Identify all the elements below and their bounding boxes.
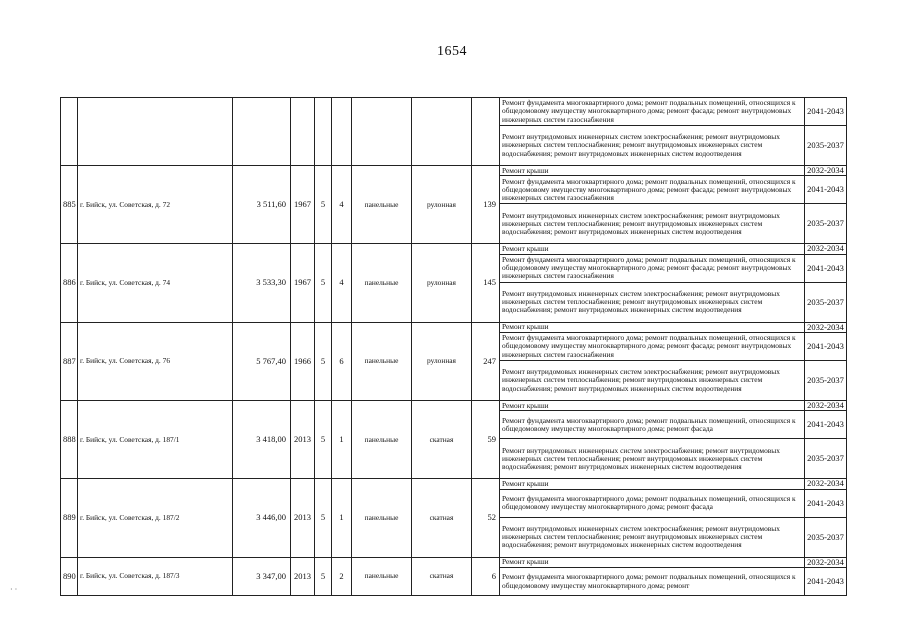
- work-description: Ремонт фундамента многоквартирного дома; ремонт подвальных помещений, относящихся к общедомовому имуществу многоквартирного дома; ремонт фасада; ремонт внутридомовых инженерных систем газоснабжения: [500, 254, 805, 282]
- work-description: Ремонт крыши: [500, 557, 805, 567]
- resident-count: 145: [472, 244, 500, 322]
- work-description: Ремонт крыши: [500, 244, 805, 254]
- work-period: 2035-2037: [805, 282, 847, 322]
- work-period: 2032-2034: [805, 244, 847, 254]
- work-period: 2032-2034: [805, 557, 847, 567]
- house-address: г. Бийск, ул. Советская, д. 187/2: [78, 479, 233, 557]
- work-description: Ремонт внутридомовых инженерных систем электроснабжения; ремонт внутридомовых инженерных систем теплоснабжения; ремонт внутридомовых инженерных систем водоснабжения; ремонт внутридомовых инженерных систем водоотведения: [500, 282, 805, 322]
- work-period: 2035-2037: [805, 361, 847, 401]
- empty-cell: [78, 98, 233, 166]
- work-period: 2032-2034: [805, 322, 847, 332]
- work-description: Ремонт крыши: [500, 166, 805, 176]
- row-number: 886: [61, 244, 78, 322]
- total-area: 3 418,00: [233, 401, 291, 479]
- work-description: Ремонт внутридомовых инженерных систем электроснабжения; ремонт внутридомовых инженерных систем теплоснабжения; ремонт внутридомовых инженерных систем водоснабжения; ремонт внутридомовых инженерных систем водоотведения: [500, 439, 805, 479]
- total-area: 3 446,00: [233, 479, 291, 557]
- entrance-count: 1: [332, 401, 352, 479]
- table-row: [61, 322, 847, 332]
- work-description: Ремонт крыши: [500, 322, 805, 332]
- wall-material: панельные: [352, 557, 412, 595]
- work-period: 2032-2034: [805, 479, 847, 489]
- wall-material: панельные: [352, 166, 412, 244]
- row-number: 889: [61, 479, 78, 557]
- work-description: Ремонт фундамента многоквартирного дома; ремонт подвальных помещений, относящихся к общедомовому имуществу многоквартирного дома; ремонт фасада; ремонт внутридомовых инженерных систем газоснабжения: [500, 176, 805, 204]
- work-description: Ремонт внутридомовых инженерных систем электроснабжения; ремонт внутридомовых инженерных систем теплоснабжения; ремонт внутридомовых инженерных систем водоснабжения; ремонт внутридомовых инженерных систем водоотведения: [500, 204, 805, 244]
- roof-type: скатная: [412, 557, 472, 595]
- build-year: 1967: [291, 166, 315, 244]
- table-row: [61, 479, 847, 489]
- work-description: Ремонт фундамента многоквартирного дома; ремонт подвальных помещений, относящихся к общедомовому имуществу многоквартирного дома; ремонт: [500, 568, 805, 596]
- wall-material: панельные: [352, 322, 412, 400]
- entrance-count: 4: [332, 166, 352, 244]
- work-period: 2035-2037: [805, 204, 847, 244]
- resident-count: 52: [472, 479, 500, 557]
- row-number: 887: [61, 322, 78, 400]
- roof-type: рулонная: [412, 166, 472, 244]
- row-number: 888: [61, 401, 78, 479]
- empty-cell: [332, 98, 352, 166]
- work-period: 2041-2043: [805, 411, 847, 439]
- roof-type: рулонная: [412, 244, 472, 322]
- build-year: 2013: [291, 557, 315, 595]
- work-description: Ремонт внутридомовых инженерных систем электроснабжения; ремонт внутридомовых инженерных систем теплоснабжения; ремонт внутридомовых инженерных систем водоснабжения; ремонт внутридомовых инженерных систем водоотведения: [500, 361, 805, 401]
- row-number: 885: [61, 166, 78, 244]
- build-year: 1967: [291, 244, 315, 322]
- empty-cell: [233, 98, 291, 166]
- build-year: 2013: [291, 401, 315, 479]
- table-row: [61, 244, 847, 254]
- wall-material: панельные: [352, 401, 412, 479]
- entrance-count: 2: [332, 557, 352, 595]
- resident-count: 247: [472, 322, 500, 400]
- resident-count: 6: [472, 557, 500, 595]
- work-period: 2041-2043: [805, 98, 847, 126]
- scan-artifact: · ·: [10, 585, 18, 594]
- empty-cell: [315, 98, 332, 166]
- entrance-count: 1: [332, 479, 352, 557]
- build-year: 1966: [291, 322, 315, 400]
- work-description: Ремонт фундамента многоквартирного дома; ремонт подвальных помещений, относящихся к общедомовому имуществу многоквартирного дома; ремонт фасада: [500, 489, 805, 517]
- empty-cell: [472, 98, 500, 166]
- house-address: г. Бийск, ул. Советская, д. 72: [78, 166, 233, 244]
- total-area: 5 767,40: [233, 322, 291, 400]
- total-area: 3 533,30: [233, 244, 291, 322]
- resident-count: 139: [472, 166, 500, 244]
- work-description: Ремонт крыши: [500, 401, 805, 411]
- work-description: Ремонт внутридомовых инженерных систем электроснабжения; ремонт внутридомовых инженерных систем теплоснабжения; ремонт внутридомовых инженерных систем водоснабжения; ремонт внутридомовых инженерных систем водоотведения: [500, 517, 805, 557]
- empty-cell: [291, 98, 315, 166]
- empty-cell: [352, 98, 412, 166]
- work-description: Ремонт фундамента многоквартирного дома; ремонт подвальных помещений, относящихся к общедомовому имуществу многоквартирного дома; ремонт фасада; ремонт внутридомовых инженерных систем газоснабжения: [500, 98, 805, 126]
- floor-count: 5: [315, 479, 332, 557]
- entrance-count: 6: [332, 322, 352, 400]
- work-period: 2041-2043: [805, 254, 847, 282]
- house-address: г. Бийск, ул. Советская, д. 187/3: [78, 557, 233, 595]
- floor-count: 5: [315, 166, 332, 244]
- entrance-count: 4: [332, 244, 352, 322]
- floor-count: 5: [315, 557, 332, 595]
- work-period: 2041-2043: [805, 333, 847, 361]
- house-address: г. Бийск, ул. Советская, д. 76: [78, 322, 233, 400]
- floor-count: 5: [315, 401, 332, 479]
- house-address: г. Бийск, ул. Советская, д. 187/1: [78, 401, 233, 479]
- work-description: Ремонт крыши: [500, 479, 805, 489]
- work-description: Ремонт фундамента многоквартирного дома; ремонт подвальных помещений, относящихся к общедомовому имуществу многоквартирного дома; ремонт фасада; ремонт внутридомовых инженерных систем газоснабжения: [500, 333, 805, 361]
- roof-type: скатная: [412, 401, 472, 479]
- work-description: Ремонт фундамента многоквартирного дома; ремонт подвальных помещений, относящихся к общедомовому имуществу многоквартирного дома; ремонт фасада: [500, 411, 805, 439]
- wall-material: панельные: [352, 244, 412, 322]
- work-period: 2032-2034: [805, 166, 847, 176]
- wall-material: панельные: [352, 479, 412, 557]
- housing-register-table: [60, 97, 847, 596]
- roof-type: рулонная: [412, 322, 472, 400]
- work-period: 2035-2037: [805, 517, 847, 557]
- row-number: 890: [61, 557, 78, 595]
- work-period: 2041-2043: [805, 176, 847, 204]
- total-area: 3 511,60: [233, 166, 291, 244]
- table-row: [61, 98, 847, 126]
- house-address: г. Бийск, ул. Советская, д. 74: [78, 244, 233, 322]
- floor-count: 5: [315, 244, 332, 322]
- work-description: Ремонт внутридомовых инженерных систем электроснабжения; ремонт внутридомовых инженерных систем теплоснабжения; ремонт внутридомовых инженерных систем водоснабжения; ремонт внутридомовых инженерных систем водоотведения: [500, 126, 805, 166]
- work-period: 2035-2037: [805, 126, 847, 166]
- resident-count: 59: [472, 401, 500, 479]
- empty-cell: [61, 98, 78, 166]
- work-period: 2041-2043: [805, 489, 847, 517]
- table-row: [61, 401, 847, 411]
- table-row: [61, 166, 847, 176]
- register-body: [61, 98, 847, 596]
- build-year: 2013: [291, 479, 315, 557]
- work-period: 2032-2034: [805, 401, 847, 411]
- total-area: 3 347,00: [233, 557, 291, 595]
- floor-count: 5: [315, 322, 332, 400]
- roof-type: скатная: [412, 479, 472, 557]
- work-period: 2041-2043: [805, 568, 847, 596]
- page-number: 1654: [437, 44, 467, 59]
- work-period: 2035-2037: [805, 439, 847, 479]
- empty-cell: [412, 98, 472, 166]
- table-row: [61, 557, 847, 567]
